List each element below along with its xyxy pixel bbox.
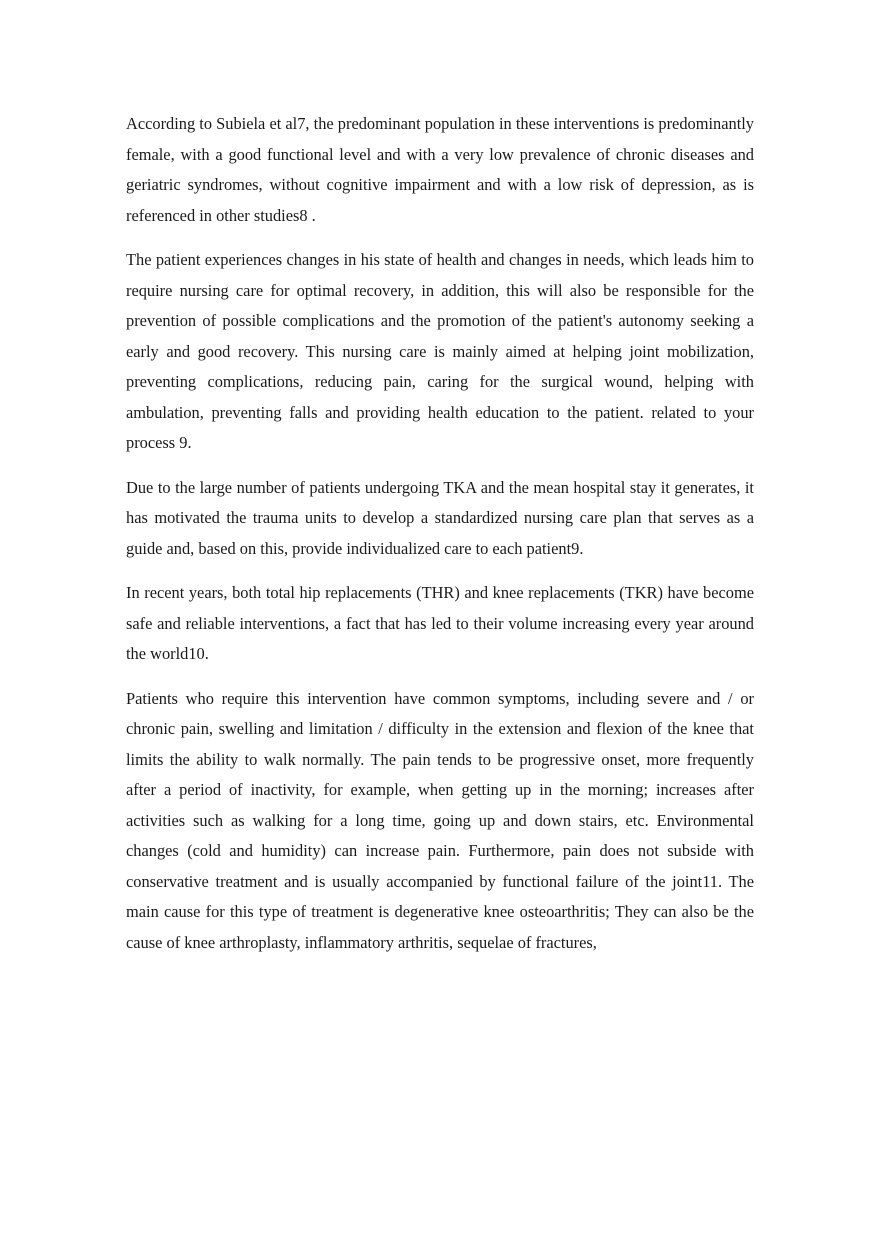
paragraph-tka-care-plan: Due to the large number of patients undergoing TKA and the mean hospital stay it generates, it has motivated the trauma units to develop a standardized nursing care plan that serves as a guide and, based on this, provide individualized care to each patient9. <box>126 477 754 558</box>
paragraph-nursing-care: The patient experiences changes in his state of health and changes in needs, which leads him to require nursing care for optimal recovery, in addition, this will also be responsible for the prevention of possible complications and the promotion of the patient's autonomy seeking a early and good recovery. This nursing care is mainly aimed at helping joint mobilization, preventing complications, reducing pain, caring for the surgical wound, helping with ambulation, preventing falls and providing health education to the patient. related to your process 9. <box>126 250 754 452</box>
paragraph-symptoms-causes: Patients who require this intervention have common symptoms, including severe and / or chronic pain, swelling and limitation / difficulty in the extension and flexion of the knee that limits the ability to walk normally. The pain tends to be progressive onset, more frequently after a period of inactivity, for example, when getting up in the morning; increases after activities such as walking for a long time, going up and down stairs, etc. Environmental changes (cold and humidity) can increase pain. Furthermore, pain does not subside with conservative treatment and is usually accompanied by functional failure of the joint11. The main cause for this type of treatment is degenerative knee osteoarthritis; They can also be the cause of knee arthroplasty, inflammatory arthritis, sequelae of fractures, <box>126 688 754 952</box>
paragraph-subiela-population: According to Subiela et al7, the predominant population in these interventions is predominantly female, with a good functional level and with a very low prevalence of chronic diseases and geriatric syndromes, without cognitive impairment and with a low risk of depression, as is referenced in other studies8 . <box>126 114 754 225</box>
document-body <box>126 109 754 972</box>
paragraph-replacements-trend: In recent years, both total hip replacements (THR) and knee replacements (TKR) have become safe and reliable interventions, a fact that has led to their volume increasing every year around the world10. <box>126 583 754 663</box>
